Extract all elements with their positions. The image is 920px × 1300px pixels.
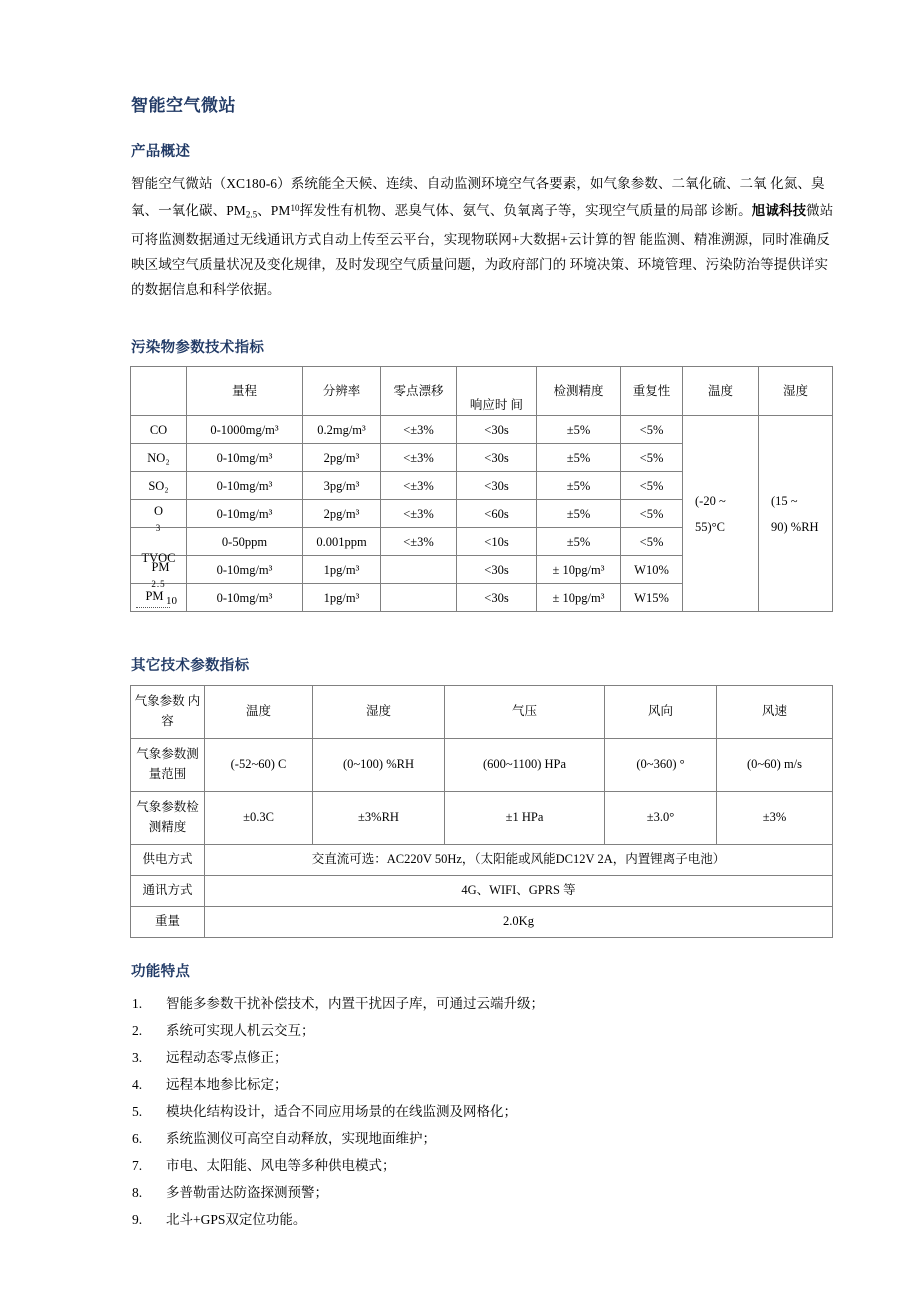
o3-label-subscript: 3 [155, 523, 162, 534]
row-label-power-supply: 供电方式 [131, 844, 205, 875]
cell-power-supply-value: 交直流可选：AC220V 50Hz，（太阳能或风能DC12V 2A，内置锂离子电池） [205, 844, 833, 875]
list-item [132, 1071, 836, 1098]
list-item-number: 1. [132, 996, 143, 1012]
row-label-no2: NO₂ [131, 444, 187, 472]
list-item-text: 市电、太阳能、风电等多种供电模式； [166, 1158, 396, 1174]
cell-repeatability: <5% [621, 472, 683, 500]
cell-response-time: <30s [457, 416, 537, 444]
row-label-co: CO [131, 416, 187, 444]
table-header-row [131, 367, 833, 416]
list-item [132, 1044, 836, 1071]
header-wind-speed: 风速 [717, 685, 833, 738]
cell-repeatability: W15% [621, 584, 683, 612]
cell-weight-value: 2.0Kg [205, 906, 833, 937]
cell-response-time: <30s [457, 556, 537, 584]
list-item-number: 8. [132, 1185, 143, 1201]
list-item [132, 1206, 836, 1233]
list-item [132, 1152, 836, 1179]
row-label-weight: 重量 [131, 906, 205, 937]
cell-wind-speed: ±3% [717, 791, 833, 844]
cell-response-time: <10s [457, 528, 537, 556]
cell-wind-direction: (0~360) ° [605, 738, 717, 791]
header-wind-direction: 风向 [605, 685, 717, 738]
cell-range: 0-50ppm [187, 528, 303, 556]
merged-humidity-line-1: (15 ~ [771, 493, 798, 508]
row-label-communication: 通讯方式 [131, 875, 205, 906]
spacer-after-pollutant-table [130, 612, 836, 658]
cell-repeatability: <5% [621, 500, 683, 528]
header-humidity: 湿度 [313, 685, 445, 738]
list-item-text: 北斗+GPS双定位功能。 [166, 1212, 307, 1228]
pm25-label-main: PM [151, 560, 170, 575]
cell-wind-speed: (0~60) m/s [717, 738, 833, 791]
brand-name: 旭诚科技 [751, 202, 807, 218]
cell-resolution: 0.001ppm [303, 528, 381, 556]
o3-label-main: O [153, 504, 164, 519]
table-row [131, 906, 833, 937]
table-row [131, 416, 833, 444]
cell-range: 0-1000mg/m³ [187, 416, 303, 444]
merged-temperature-line-1: (-20 ~ [695, 493, 726, 508]
cell-range: 0-10mg/m³ [187, 444, 303, 472]
table-header-row [131, 685, 833, 738]
list-item [132, 1125, 836, 1152]
o3-label [134, 502, 183, 534]
header-zero-drift: 零点漂移 [381, 367, 457, 416]
row-label-o3 [131, 500, 187, 534]
merged-cell-humidity [759, 416, 833, 612]
header-accuracy: 检测精度 [537, 367, 621, 416]
section-heading-pollutant: 污染物参数技术指标 [131, 340, 265, 357]
list-item [132, 1179, 836, 1206]
header-repeatability: 重复性 [621, 367, 683, 416]
cell-accuracy: ±5% [537, 444, 621, 472]
cell-zero-drift [381, 556, 457, 584]
pm25-subscript: 2.5 [245, 209, 258, 220]
cell-zero-drift: <±3% [381, 444, 457, 472]
cell-range: 0-10mg/m³ [187, 556, 303, 584]
overview-paragraph [131, 171, 836, 302]
merged-cell-temperature [683, 416, 759, 612]
row-label-pm25 [131, 556, 187, 590]
overview-line-5: 的数据信息和科学依据。 [131, 282, 281, 298]
pm10-label-subscript: 10 [166, 595, 177, 608]
table-row [131, 875, 833, 906]
pm25-label [134, 558, 183, 590]
pm10-superscript: 10 [290, 202, 300, 213]
cell-repeatability: <5% [621, 444, 683, 472]
pm10-label [134, 586, 183, 609]
pollutant-parameters-table [130, 366, 833, 612]
table-row [131, 844, 833, 875]
cell-humidity: ±3%RH [313, 791, 445, 844]
cell-zero-drift [381, 584, 457, 612]
pm25-label-subscript: 2.5 [151, 579, 166, 590]
list-item-text: 系统监测仪可高空自动释放，实现地面维护； [166, 1131, 436, 1147]
header-corner: 气象参数 内容 [131, 685, 205, 738]
list-item [132, 1017, 836, 1044]
spacer-after-overview [130, 302, 836, 340]
page-title: 智能空气微站 [131, 96, 236, 116]
list-item-number: 7. [132, 1158, 143, 1174]
list-item-text: 远程本地参比标定； [166, 1077, 288, 1093]
row-label-measure-accuracy: 气象参数检测精度 [131, 791, 205, 844]
cell-repeatability: <5% [621, 416, 683, 444]
cell-resolution: 3pg/m³ [303, 472, 381, 500]
overview-line-3: 可将监测数据通过无线通讯方式自动上传至云平台，实现物联网+大数据+云计算的智 能监测、精准溯源，同时准确反 [131, 232, 830, 248]
cell-communication-value: 4G、WIFI、GPRS 等 [205, 875, 833, 906]
row-label-measure-range: 气象参数测量范围 [131, 738, 205, 791]
list-item-text: 智能多参数干扰补偿技术，内置干扰因子库，可通过云端升级； [166, 996, 544, 1012]
pm10-label-main: PM [145, 589, 164, 604]
section-heading-overview: 产品概述 [131, 144, 191, 161]
cell-resolution: 2pg/m³ [303, 500, 381, 528]
list-item [132, 1098, 836, 1125]
table-row [131, 791, 833, 844]
list-item-number: 2. [132, 1023, 143, 1039]
cell-zero-drift: <±3% [381, 416, 457, 444]
merged-humidity-line-2: 90) %RH [771, 519, 819, 534]
list-item-text: 系统可实现人机云交互； [166, 1023, 315, 1039]
header-response-time: 响应时 间 [457, 367, 537, 416]
list-item-number: 6. [132, 1131, 143, 1147]
header-temperature: 温度 [683, 367, 759, 416]
cell-response-time: <30s [457, 444, 537, 472]
overview-line-2d: 微站 [806, 202, 834, 218]
tvoc-label-main: TVOC [141, 550, 176, 565]
cell-resolution: 1pg/m³ [303, 556, 381, 584]
header-blank [131, 367, 187, 416]
cell-temperature: (-52~60) C [205, 738, 313, 791]
cell-wind-direction: ±3.0° [605, 791, 717, 844]
row-label-so2: SO₂ [131, 472, 187, 500]
cell-response-time: <30s [457, 472, 537, 500]
list-item-number: 5. [132, 1104, 143, 1120]
other-parameters-table [130, 685, 833, 938]
cell-resolution: 1pg/m³ [303, 584, 381, 612]
cell-accuracy: ±5% [537, 472, 621, 500]
spacer-after-other-table [130, 938, 836, 964]
header-range: 量程 [187, 367, 303, 416]
cell-resolution: 2pg/m³ [303, 444, 381, 472]
overview-line-4: 映区域空气质量状况及变化规律，及时发现空气质量问题，为政府部门的 环境决策、环境管理、污染防治等提供详实 [131, 257, 829, 273]
header-temperature: 温度 [205, 685, 313, 738]
document-content [130, 96, 836, 1233]
header-pressure: 气压 [445, 685, 605, 738]
cell-accuracy: ±5% [537, 528, 621, 556]
overview-line-2a: 氧、一氧化碳、PM [131, 202, 246, 218]
table-row [131, 738, 833, 791]
list-item-text: 模块化结构设计，适合不同应用场景的在线监测及网格化； [166, 1104, 517, 1120]
section-heading-other: 其它技术参数指标 [131, 658, 250, 675]
pm10-label-rule [136, 607, 170, 608]
list-item-number: 9. [132, 1212, 143, 1228]
header-humidity: 湿度 [759, 367, 833, 416]
cell-accuracy: ± 10pg/m³ [537, 556, 621, 584]
overview-line-1: 智能空气微站（XC180-6）系统能全天候、连续、自动监测环境空气各要素，如气象参数、二氧化硫、二氧 化氮、臭 [131, 175, 825, 191]
cell-zero-drift: <±3% [381, 500, 457, 528]
cell-zero-drift: <±3% [381, 528, 457, 556]
cell-range: 0-10mg/m³ [187, 500, 303, 528]
list-item-text: 多普勒雷达防盗探测预警； [166, 1185, 328, 1201]
cell-repeatability: W10% [621, 556, 683, 584]
overview-line-2b: 、PM [257, 202, 291, 218]
overview-line-2c: 挥发性有机物、恶臭气体、氨气、负氧离子等，实现空气质量的局部 诊断。 [299, 202, 752, 218]
cell-accuracy: ± 10pg/m³ [537, 584, 621, 612]
tvoc-label [134, 530, 183, 565]
cell-resolution: 0.2mg/m³ [303, 416, 381, 444]
list-item-text: 远程动态零点修正； [166, 1050, 288, 1066]
cell-accuracy: ±5% [537, 416, 621, 444]
cell-accuracy: ±5% [537, 500, 621, 528]
merged-temperature-line-2: 55)°C [695, 519, 725, 534]
cell-pressure: ±1 HPa [445, 791, 605, 844]
cell-range: 0-10mg/m³ [187, 584, 303, 612]
list-item [132, 990, 836, 1017]
section-heading-features: 功能特点 [131, 963, 191, 980]
header-resolution: 分辨率 [303, 367, 381, 416]
cell-response-time: <30s [457, 584, 537, 612]
list-item-number: 3. [132, 1050, 143, 1066]
list-item-number: 4. [132, 1077, 143, 1093]
features-list [130, 990, 836, 1233]
row-label-tvoc [131, 528, 187, 565]
cell-response-time: <60s [457, 500, 537, 528]
cell-temperature: ±0.3C [205, 791, 313, 844]
row-label-pm10 [131, 584, 187, 612]
cell-pressure: (600~1100) HPa [445, 738, 605, 791]
cell-humidity: (0~100) %RH [313, 738, 445, 791]
cell-zero-drift: <±3% [381, 472, 457, 500]
cell-repeatability: <5% [621, 528, 683, 556]
cell-range: 0-10mg/m³ [187, 472, 303, 500]
